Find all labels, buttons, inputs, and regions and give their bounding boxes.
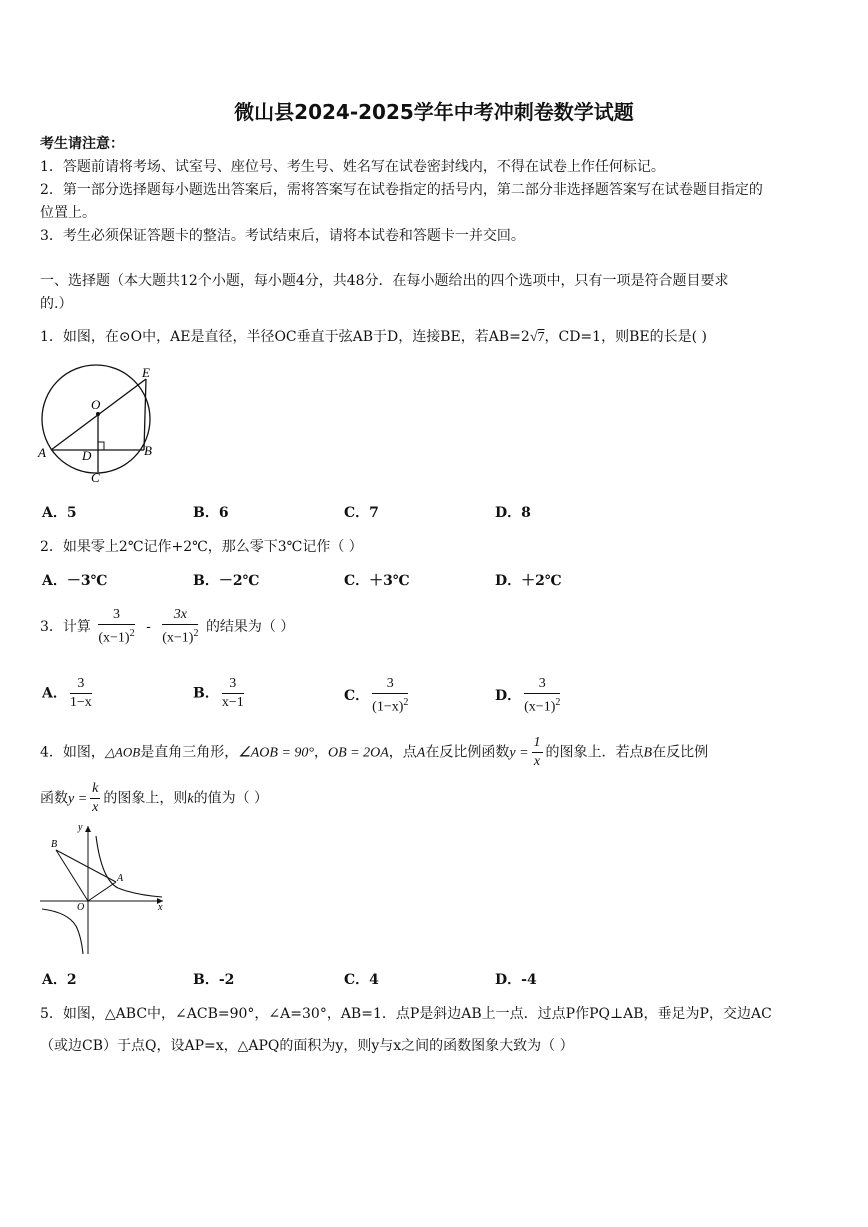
notice-item: 位置上。 (40, 205, 96, 221)
question-3: 3．计算 $\frac{3}{(x-1)^2}$ - $\frac{3x}{(x-1)^2}$ 的结果为（ ） (40, 607, 295, 646)
option-a[interactable]: A．2 (42, 972, 77, 988)
label-A: A (117, 873, 124, 884)
label-O: O (77, 902, 85, 913)
graph-figure (38, 818, 168, 956)
notice-item: 1．答题前请将考场、试室号、座位号、考生号、姓名写在试卷密封线内，不得在试卷上作任何标记。 (40, 159, 665, 175)
notice-heading: 考生请注意： (40, 136, 124, 152)
notice-item: 3．考生必须保证答题卡的整洁。考试结束后，请将本试卷和答题卡一并交回。 (40, 228, 525, 244)
question-4: 4．如图，△AOB是直角三角形，∠AOB = 90°，OB = 2OA，点A在反比例函数y = $\frac{1}{x}$ 的图象上．若点B在反比例 (40, 735, 709, 769)
question-5-cont: （或边CB）于点Q，设AP=x，△APQ的面积为y，则y与x之间的函数图象大致为（ ） (40, 1038, 574, 1054)
option-a[interactable]: A．－3℃ (42, 573, 108, 589)
question-2: 2．如果零上2℃记作+2℃，那么零下3℃记作（ ） (40, 539, 363, 555)
section-heading-cont: 的.） (40, 296, 73, 312)
option-d[interactable]: D．8 (495, 505, 531, 521)
label-D: D (82, 448, 92, 463)
option-a[interactable]: A． $\frac{3}{1-x}$ (42, 676, 92, 710)
label-E: E (142, 365, 150, 380)
label-B: B (144, 443, 152, 458)
option-d[interactable]: D．-4 (495, 972, 537, 988)
option-d[interactable]: D．＋2℃ (495, 573, 562, 589)
label-B: B (51, 839, 58, 850)
label-O: O (91, 397, 101, 412)
option-b[interactable]: B．-2 (193, 972, 235, 988)
section-heading: 一、选择题（本大题共12个小题，每小题4分，共48分．在每小题给出的四个选项中，只有一项是符合题目要求 (40, 273, 729, 289)
fraction-2: $\frac{3x}{(x-1)^2}$ (162, 607, 199, 646)
option-b[interactable]: B．6 (193, 505, 229, 521)
question-1: 1．如图，在⊙O中，AE是直径，半径OC垂直于弦AB于D，连接BE，若AB=2√7，CD=1，则BE的长是( ) (40, 329, 707, 345)
fraction-1: $\frac{3}{(x-1)^2}$ (98, 607, 135, 646)
option-c[interactable]: C．＋3℃ (344, 573, 410, 589)
label-A: A (38, 445, 46, 460)
option-c[interactable]: C．7 (344, 505, 379, 521)
label-C: C (91, 470, 100, 485)
option-b[interactable]: B．－2℃ (193, 573, 260, 589)
label-x: x (158, 902, 163, 913)
option-b[interactable]: B． $\frac{3}{x-1}$ (193, 676, 244, 710)
question-5: 5．如图，△ABC中，∠ACB=90°，∠A=30°，AB=1．点P是斜边AB上一点．过点P作PQ⊥AB，垂足为P，交边AC (40, 1006, 772, 1022)
circle-figure (36, 362, 166, 490)
question-4-cont: 函数y = $\frac{k}{x}$ 的图象上，则k的值为（ ） (40, 781, 269, 815)
notice-item: 2．第一部分选择题每小题选出答案后，需将答案写在试卷指定的括号内，第二部分非选择题答案写在试卷题目指定的 (40, 182, 763, 198)
option-c[interactable]: C． $\frac{3}{(1-x)^2}$ (344, 676, 409, 715)
option-d[interactable]: D． $\frac{3}{(x-1)^2}$ (495, 676, 561, 715)
label-y: y (78, 822, 83, 833)
option-a[interactable]: A．5 (42, 505, 77, 521)
page-title: 微山县2024-2025学年中考冲刺卷数学试题 (234, 100, 634, 124)
option-c[interactable]: C．4 (344, 972, 379, 988)
